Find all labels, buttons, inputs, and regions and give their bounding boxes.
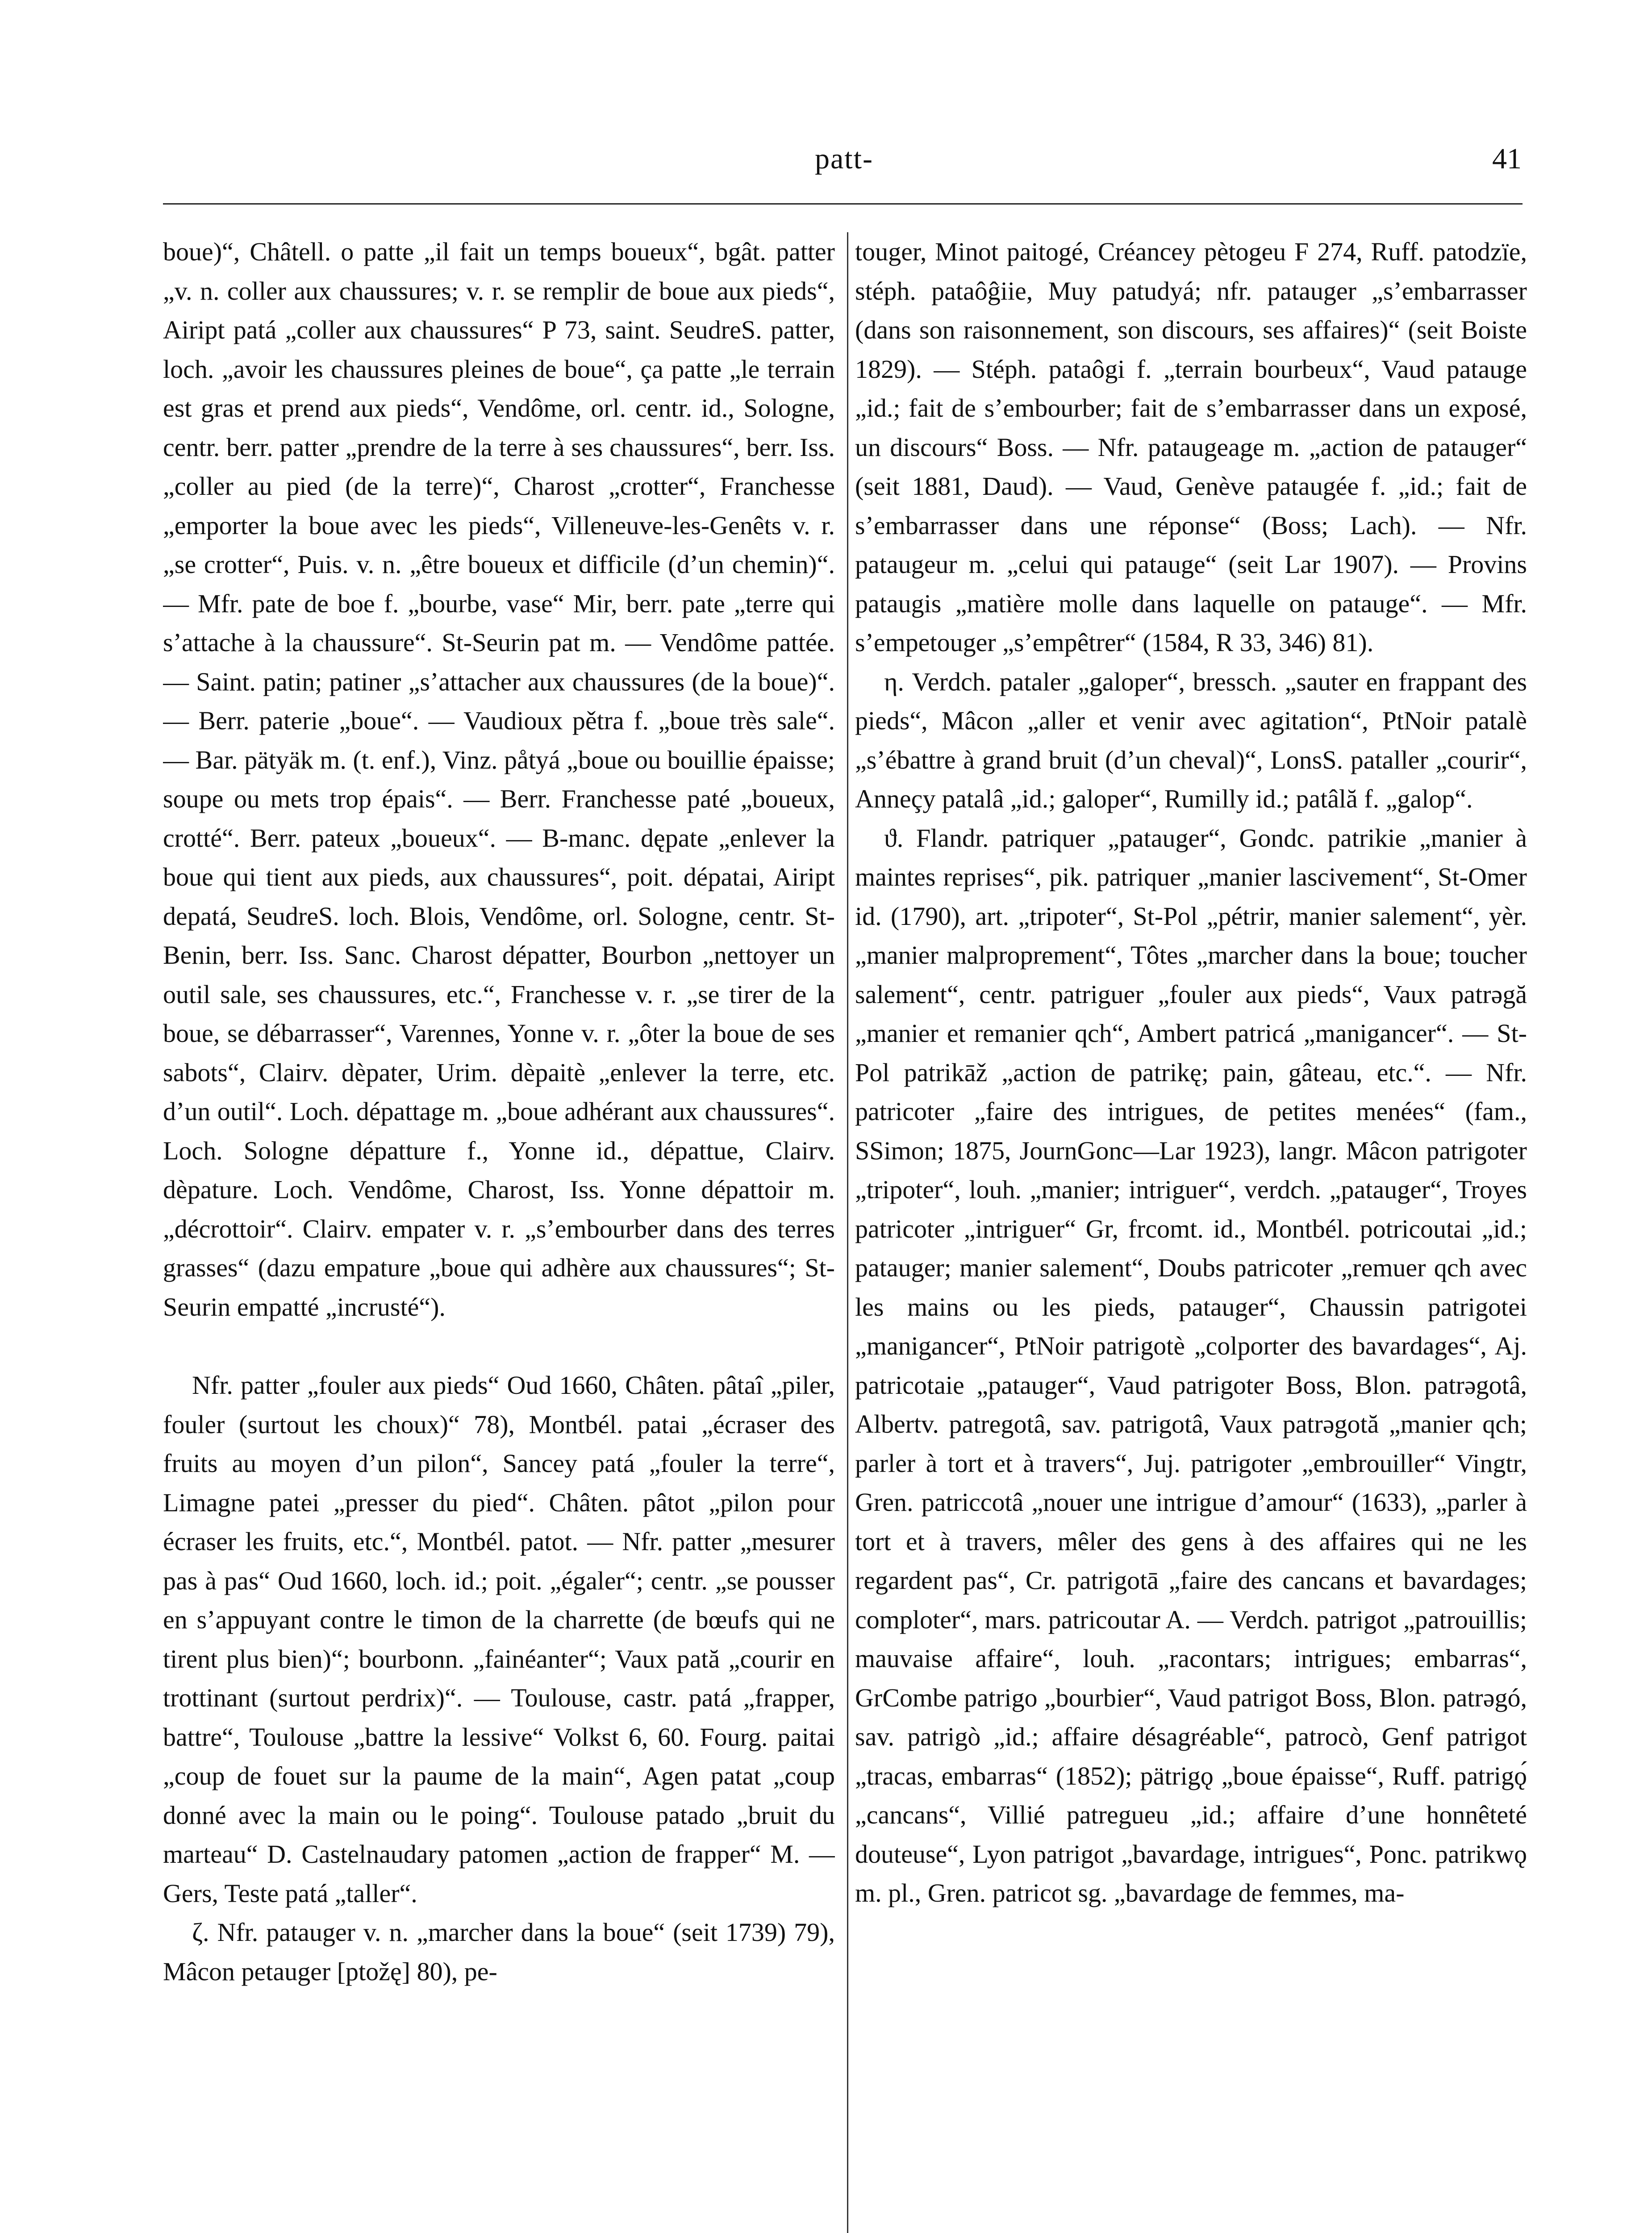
entry-paragraph: boue)“, Châtell. o patte „il fait un temps boueux“, bgât. patter „v. n. coller aux chaussures; v. r. se remplir de boue aux pieds“, Aiript patá „coller aux chaussures“ P 73, saint. SeudreS. patter, loch. „avoir les chaussures pleines de boue“, ça patte „le terrain est gras et prend aux pieds“, Vendôme, orl. centr. id., Sologne, centr. berr. patter „prendre de la terre à ses chaussures“, berr. Iss. „coller au pied (de la terre)“, Charost „crotter“, Franchesse „emporter la boue avec les pieds“, Villeneuve-les-Genêts v. r. „se crotter“, Puis. v. n. „être boueux et difficile (d’un chemin)“. — Mfr. pate de boe f. „bourbe, vase“ Mir, berr. pate „terre qui s’attache à la chaussure“. St-Seurin pat m. — Vendôme pattée. — Saint. patin; patiner „s’attacher aux chaussures (de la boue)“. — Berr. paterie „boue“. — Vaudioux pětra f. „boue très sale“. — Bar. pätyäk m. (t. enf.), Vinz. påtyá „boue ou bouillie épaisse; soupe ou mets trop épais“. — Berr. Franchesse paté „boueux, crotté“. Berr. pateux „boueux“. — B-manc. dępate „enlever la boue qui tient aux pieds, aux chaussures“, poit. dépatai, Aiript depatá, SeudreS. loch. Blois, Vendôme, orl. Sologne, centr. St-Benin, berr. Iss. Sanc. Charost dépatter, Bourbon „nettoyer un outil sale, ses chaussures, etc.“, Franchesse v. r. „se tirer de la boue, se débarrasser“, Varennes, Yonne v. r. „ôter la boue de ses sabots“, Clairv. dèpater, Urim. dèpaitè „enlever la terre, etc. d’un outil“. Loch. dépattage m. „boue adhérant aux chaussures“. Loch. Sologne dépatture f., Yonne id., dépattue, Clairv. dèpature. Loch. Vendôme, Charost, Iss. Yonne dépattoir m. „décrottoir“. Clairv. empater v. r. „s’embourber dans des terres grasses“ (dazu empature „boue qui adhère aux chaussures“; St-Seurin empatté „incrusté“).	[163, 237, 835, 1321]
page-number: 41	[1492, 142, 1522, 175]
running-head: patt-	[815, 142, 873, 175]
entry-paragraph: touger, Minot paitogé, Créancey pètogeu F 274, Ruff. patodzïe, stéph. pataôĝiie, Muy patudyá; nfr. patauger „s’embarrasser (dans son raisonnement, son discours, ses affaires)“ (seit Boiste 1829). — Stéph. pataôgi f. „terrain bourbeux“, Vaud patauge „id.; fait de s’embourber; fait de s’embarrasser dans un exposé, un discours“ Boss. — Nfr. pataugeage m. „action de patauger“ (seit 1881, Daud). — Vaud, Genève pataugée f. „id.; fait de s’embarrasser dans une réponse“ (Boss; Lach). — Nfr. pataugeur m. „celui qui patauge“ (seit Lar 1907). — Provins pataugis „matière molle dans laquelle on patauge“. — Mfr. s’empetouger „s’empêtrer“ (1584, R 33, 346) 81).	[855, 237, 1527, 657]
entry-paragraph: Nfr. patter „fouler aux pieds“ Oud 1660, Châten. pâtaî „piler, fouler (surtout les choux)“ 78), Montbél. patai „écraser des fruits au moyen d’un pilon“, Sancey patá „fouler la terre“, Limagne patei „presser du pied“. Châten. pâtot „pilon pour écraser les fruits, etc.“, Montbél. patot. — Nfr. patter „mesurer pas à pas“ Oud 1660, loch. id.; poit. „égaler“; centr. „se pousser en s’appuyant contre le timon de la charrette (de bœufs qui ne tirent plus bien)“; bourbonn. „fainéanter“; Vaux pată „courir en trottinant (surtout perdrix)“. — Toulouse, castr. patá „frapper, battre“, Toulouse „battre la lessive“ Volkst 6, 60. Fourg. paitai „coup de fouet sur la paume de la main“, Agen patat „coup donné avec la main ou le poing“. Toulouse patado „bruit du marteau“ D. Castelnaudary patomen „action de frapper“ M. — Gers, Teste patá „taller“.	[163, 1371, 835, 1908]
entry-paragraph: ϑ. Flandr. patriquer „patauger“, Gondc. patrikie „manier à maintes reprises“, pik. patriquer „manier lascivement“, St-Omer id. (1790), art. „tripoter“, St-Pol „pétrir, manier salement“, yèr. „manier malproprement“, Tôtes „marcher dans la boue; toucher salement“, centr. patriguer „fouler aux pieds“, Vaux patrəgă „manier et remanier qch“, Ambert patricá „manigancer“. — St-Pol patrikāž „action de patrikę; pain, gâteau, etc.“. — Nfr. patricoter „faire des intrigues, de petites menées“ (fam., SSimon; 1875, JournGonc—Lar 1923), langr. Mâcon patrigoter „tripoter“, louh. „manier; intriguer“, verdch. „patauger“, Troyes patricoter „intriguer“ Gr, frcomt. id., Montbél. potricoutai „id.; patauger; manier salement“, Doubs patricoter „remuer qch avec les mains ou les pieds, patauger“, Chaussin patrigotei „manigancer“, PtNoir patrigotè „colporter des bavardages“, Aj. patricotaie „patauger“, Vaud patrigoter Boss, Blon. patrəgotâ, Albertv. patregotâ, sav. patrigotâ, Vaux patrəgotă „manier qch; parler à tort et à travers“, Juj. patrigoter „embrouiller“ Vingtr, Gren. patriccotâ „nouer une intrigue d’amour“ (1633), „parler à tort et à travers, mêler des gens à des affaires qui ne les regardent pas“, Cr. patrigotā „faire des cancans et bavardages; comploter“, mars. patricoutar A. — Verdch. patrigot „patrouillis; mauvaise affaire“, louh. „racontars; intrigues; embarras“, GrCombe patrigo „bourbier“, Vaud patrigot Boss, Blon. patrəgó, sav. patrigò „id.; affaire désagréable“, patrocò, Genf patrigot „tracas, embarras“ (1852); pätrigǫ „boue épaisse“, Ruff. patrigǫ́ „cancans“, Villié patregueu „id.; affaire d’une honnêteté douteuse“, Lyon patrigot „bavardage, intrigues“, Ponc. patrikwǫ m. pl., Gren. patricot sg. „bavardage de femmes, ma-	[855, 823, 1527, 1907]
header-rule	[163, 203, 1523, 205]
right-column	[855, 232, 1527, 2233]
entry-paragraph: ζ. Nfr. patauger v. n. „marcher dans la boue“ (seit 1739) 79), Mâcon petauger [ptožę] 80), pe-	[163, 1918, 835, 1986]
column-divider	[847, 232, 848, 2233]
entry-paragraph: η. Verdch. pataler „galoper“, bressch. „sauter en frappant des pieds“, Mâcon „aller et venir avec agitation“, PtNoir patalè „s’ébattre à grand bruit (d’un cheval)“, LonsS. pataller „courir“, Anneçy patalâ „id.; galoper“, Rumilly id.; patâlă f. „galop“.	[855, 667, 1527, 813]
left-column	[163, 232, 835, 2233]
